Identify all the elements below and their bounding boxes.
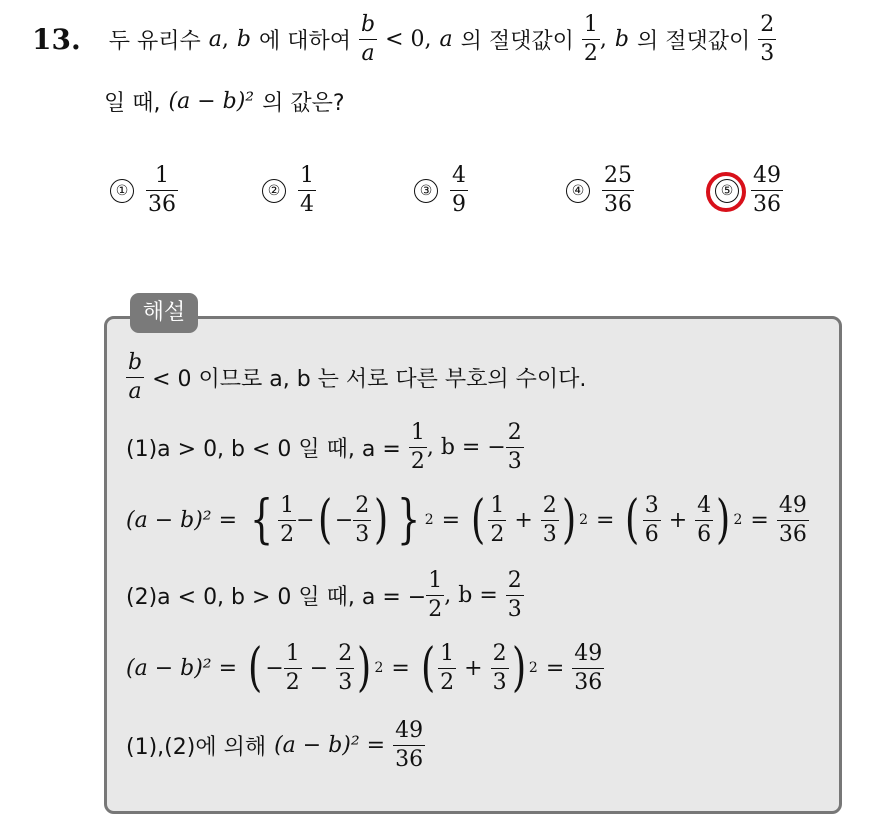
frac-num: 1	[285, 640, 300, 666]
frac-den: 3	[760, 41, 775, 66]
frac-num: 4	[697, 492, 712, 518]
exponent: 2	[528, 660, 538, 676]
frac-num: 25	[604, 163, 632, 188]
frac-den: 2	[440, 669, 455, 695]
frac-den: a	[128, 379, 142, 404]
frac-num: 1	[428, 568, 443, 593]
frac-den: 6	[697, 521, 712, 547]
line2-expr: (a − b)²	[168, 89, 255, 114]
equals-sign: =	[596, 507, 615, 533]
brace-close: }	[396, 490, 420, 550]
choice-5-mark: ⑤	[715, 179, 739, 203]
frac-num: 2	[760, 12, 775, 37]
paren-open: (	[317, 490, 332, 550]
frac-den: 3	[542, 521, 557, 547]
solution-line-5-lhs: (a − b)² =	[126, 655, 238, 681]
choice-4-fraction	[602, 165, 634, 216]
frac-den: 36	[574, 669, 603, 695]
frac-num: 2	[507, 420, 522, 445]
paren-close: )	[357, 638, 372, 698]
frac-den: 3	[355, 521, 370, 547]
frac-num: 49	[753, 163, 781, 188]
question-line-1	[32, 14, 776, 65]
minus-sign: −	[265, 655, 284, 681]
frac-den: 2	[285, 669, 300, 695]
frac-num: 1	[490, 492, 505, 518]
frac-den: 4	[300, 192, 314, 217]
frac-num: 2	[507, 568, 522, 593]
exponent: 2	[374, 660, 384, 676]
frac-den: 2	[428, 597, 443, 622]
solution-line-1	[126, 352, 586, 403]
frac-den: 3	[338, 669, 353, 695]
frac-den: 2	[410, 449, 425, 474]
frac-num: b	[360, 12, 376, 37]
for-text: 에 대하여	[258, 29, 351, 54]
choice-3[interactable]	[414, 165, 468, 216]
fraction-answer	[393, 720, 425, 771]
comma: ,	[221, 27, 229, 52]
solution-tag: 해설	[130, 293, 198, 333]
fraction-four-sixths	[695, 492, 713, 547]
fraction-half	[438, 640, 456, 695]
solution-line-6	[126, 720, 425, 771]
choice-2-mark: ②	[262, 179, 286, 203]
choice-2[interactable]	[262, 165, 316, 216]
choice-3-mark: ③	[414, 179, 438, 203]
exponent: 2	[424, 512, 434, 528]
lt-zero: < 0,	[385, 27, 432, 52]
frac-num: 2	[492, 640, 507, 666]
equals-sign: =	[545, 655, 565, 681]
paren-close: )	[716, 490, 731, 550]
fraction-b-over-a	[126, 352, 144, 403]
frac-num: 2	[338, 640, 353, 666]
abs-a-text: 의 절댓값이	[460, 29, 574, 54]
paren-close: )	[561, 490, 577, 550]
frac-num: b	[128, 350, 143, 375]
solution-line-2-head: (1)a > 0, b < 0 일 때, a =	[126, 437, 401, 462]
fraction-half	[284, 640, 302, 695]
fraction-two-thirds	[491, 640, 509, 695]
frac-num: 3	[644, 492, 659, 518]
frac-den: 2	[490, 521, 505, 547]
fraction-answer	[777, 492, 809, 547]
equals-sign: =	[750, 507, 769, 533]
equals-sign: =	[441, 507, 461, 533]
frac-den: 36	[604, 192, 632, 217]
frac-den: 36	[753, 192, 781, 217]
paren-close: )	[374, 490, 389, 550]
minus-sign: −	[309, 655, 329, 681]
brace-open: {	[249, 490, 274, 550]
frac-num: 49	[574, 640, 603, 666]
solution-line-6-head: (1),(2)에 의해	[126, 735, 267, 760]
paren-open: (	[248, 638, 263, 698]
choice-4-mark: ④	[566, 179, 590, 203]
choice-4[interactable]	[566, 165, 634, 216]
solution-line-3-lhs: (a − b)² =	[126, 507, 238, 533]
frac-den: 2	[280, 521, 295, 547]
solution-line-1-text: < 0 이므로 a, b 는 서로 다른 부호의 수이다.	[152, 367, 587, 392]
choice-1-fraction	[146, 165, 178, 216]
fraction-half	[488, 492, 506, 547]
solution-line-2-mid: , b = −	[426, 435, 506, 460]
frac-den: 3	[507, 449, 522, 474]
var-b: b	[236, 27, 251, 52]
frac-num: 1	[300, 163, 314, 188]
abs-b-text: 의 절댓값이	[636, 29, 751, 54]
fraction-two-thirds	[506, 570, 524, 621]
paren-open: (	[625, 490, 640, 550]
solution-line-4-mid: , b =	[444, 583, 498, 608]
choice-5[interactable]	[715, 165, 783, 216]
plus-sign: +	[514, 507, 533, 533]
minus-sign: −	[296, 507, 315, 533]
fraction-half	[582, 14, 600, 65]
equals-sign: =	[391, 655, 410, 681]
frac-den: 36	[395, 747, 424, 772]
exponent: 2	[733, 512, 743, 528]
solution-line-3	[126, 490, 809, 550]
solution-line-2	[126, 422, 524, 473]
exponent: 2	[579, 512, 588, 528]
var-a-2: a	[439, 27, 453, 52]
fraction-b-over-a	[359, 14, 377, 65]
line2-question: 의 값은?	[262, 91, 345, 116]
var-a: a	[208, 27, 222, 52]
var-b-2: b	[614, 27, 629, 52]
fraction-two-thirds	[541, 492, 559, 547]
frac-num: 1	[410, 420, 425, 445]
choice-2-fraction	[298, 165, 316, 216]
frac-num: 4	[452, 163, 466, 188]
frac-den: 3	[492, 669, 507, 695]
frac-num: 2	[542, 492, 557, 518]
frac-den: 2	[583, 41, 598, 66]
solution-line-4	[126, 570, 524, 621]
frac-num: 49	[778, 492, 807, 518]
comma: ,	[599, 27, 607, 52]
solution-line-4-head: (2)a < 0, b > 0 일 때, a = −	[126, 585, 427, 610]
fraction-half	[409, 422, 427, 473]
choice-1-mark: ①	[110, 179, 134, 203]
paren-close: )	[511, 638, 526, 698]
frac-num: 1	[583, 12, 598, 37]
choice-5-fraction	[751, 165, 783, 216]
fraction-three-sixths	[643, 492, 661, 547]
fraction-two-thirds	[758, 14, 776, 65]
frac-den: 36	[778, 521, 807, 547]
question-prefix: 두 유리수	[108, 29, 201, 54]
fraction-answer	[572, 640, 604, 695]
fraction-two-thirds	[336, 640, 354, 695]
fraction-two-thirds	[353, 492, 371, 547]
choice-1[interactable]	[110, 165, 178, 216]
frac-den: 3	[507, 597, 522, 622]
frac-den: a	[361, 41, 375, 66]
frac-num: 49	[395, 718, 424, 743]
paren-open: (	[420, 638, 436, 698]
frac-den: 9	[452, 192, 466, 217]
frac-num: 1	[155, 163, 169, 188]
solution-line-6-expr: (a − b)² =	[274, 733, 386, 758]
plus-sign: +	[668, 507, 688, 533]
minus-sign: −	[334, 507, 354, 533]
question-line-2	[104, 86, 345, 117]
frac-den: 6	[644, 521, 659, 547]
plus-sign: +	[464, 655, 483, 681]
line2-when: 일 때,	[104, 91, 161, 116]
frac-num: 1	[440, 640, 455, 666]
paren-open: (	[471, 490, 486, 550]
frac-num: 1	[280, 492, 295, 518]
fraction-half	[278, 492, 296, 547]
solution-line-5	[126, 638, 604, 698]
question-number: 13.	[32, 23, 81, 56]
fraction-two-thirds	[506, 422, 524, 473]
fraction-half	[426, 570, 444, 621]
frac-num: 2	[355, 492, 370, 518]
choice-3-fraction	[450, 165, 468, 216]
frac-den: 36	[148, 192, 176, 217]
